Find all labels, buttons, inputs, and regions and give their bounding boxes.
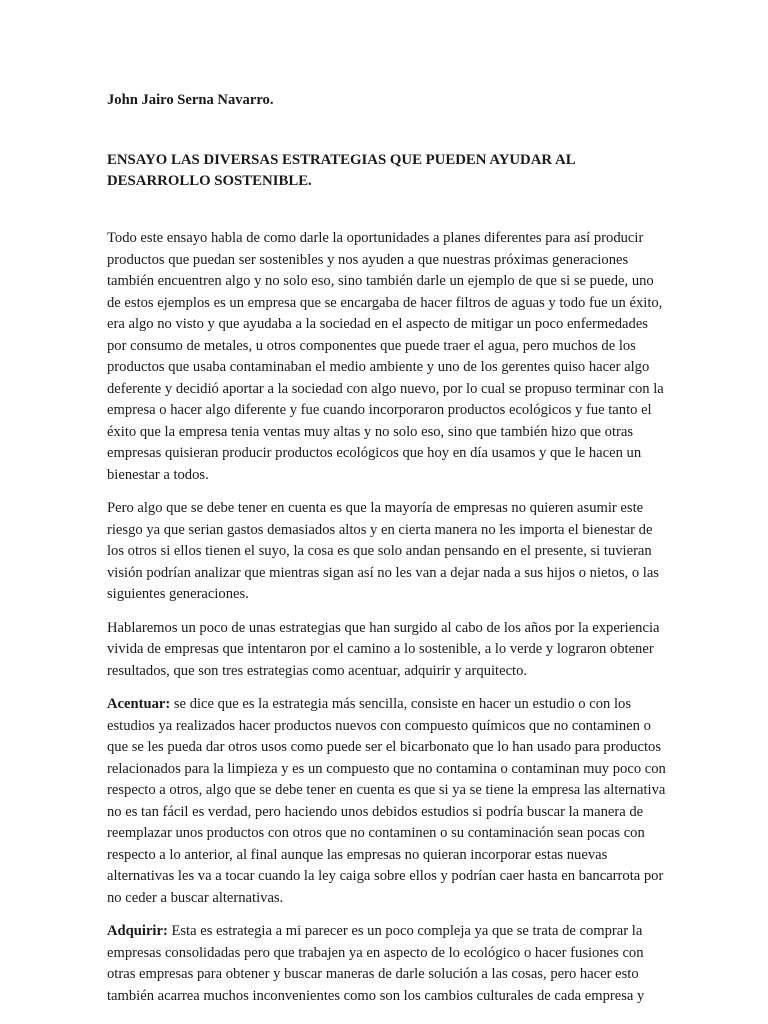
document-title: ENSAYO LAS DIVERSAS ESTRATEGIAS QUE PUEDEN AYUDAR AL DESARROLLO SOSTENIBLE. — [107, 152, 575, 189]
paragraph-text: Todo este ensayo habla de como darle la oportunidades a planes diferentes para así producir productos que puedan ser sostenibles y nos ayuden a que nuestras próximas generaciones también encuentren algo y no solo eso, sino también darle un ejemplo de que si se puede, uno de estos ejemplos es un empresa que se encargaba de hacer filtros de aguas y todo fue un éxito, era algo no visto y que ayudaba a la sociedad en el aspecto de mitigar un poco enfermedades por consumo de metales, u otros componentes que puede traer el agua, pero muchos de los productos que usaba contaminaban el medio ambiente y uno de los gerentes quiso hacer algo deferente y decidió aportar a la sociedad con algo nuevo, por lo cual se propuso terminar con la empresa o hacer algo diferente y fue cuando incorporaron productos ecológicos y fue tanto el éxito que la empresa tenia ventas muy altas y no solo eso, sino que también hizo que otras empresas quisieran producir productos ecológicos que hoy en día usamos y que le hacen un bienestar a todos. — [107, 230, 664, 483]
paragraph-acentuar — [107, 694, 668, 909]
term-adquirir: Adquirir: — [107, 923, 168, 939]
paragraph-text: Hablaremos un poco de unas estrategias que han surgido al cabo de los años por la experiencia vivida de empresas que intentaron por el camino a lo sostenible, a lo verde y lograron obtener resultados, que son tres estrategias como acentuar, adquirir y arquitecto. — [107, 619, 660, 679]
paragraph-intro — [107, 228, 668, 486]
paragraph-text: se dice que es la estrategia más sencilla, consiste en hacer un estudio o con los estudios ya realizados hacer productos nuevos con compuesto químicos que no contaminen o que se les pueda dar otros usos como puede ser el bicarbonato que lo han usado para productos relacionados para la limpieza y es un compuesto que no contamina o contaminan muy poco con respecto a otros, algo que se debe tener en cuenta es que si ya se tiene la empresa las alternativa no es tan fácil es verdad, pero haciendo unos debidos estudios si podría buscar la manera de reemplazar unos productos con otros que no contaminen o su contaminación sean pocas con respecto a lo anterior, al final aunque las empresas no quieran incorporar estas nuevas alternativas les va a tocar cuando la ley caiga sobre ellos y podrían caer hasta en bancarrota por no ceder a buscar alternativas. — [107, 696, 666, 906]
paragraph-adquirir — [107, 921, 668, 1007]
document-body — [107, 228, 668, 1019]
document-content — [107, 90, 668, 1004]
paragraph-text: Esta es estrategia a mi parecer es un poco compleja ya que se trata de comprar la empresas consolidadas pero que trabajen ya en aspecto de lo ecológico o hacer fusiones con otras empresas para obtener y buscar maneras de darle solución a las cosas, pero hacer esto también acarrea muchos inconvenientes como son los cambios culturales de cada empresa y — [107, 923, 645, 1004]
author-name: John Jairo Serna Navarro. — [107, 92, 274, 108]
paragraph-risk — [107, 498, 668, 606]
paragraph-strategies — [107, 618, 668, 683]
paragraph-text: Pero algo que se debe tener en cuenta es que la mayoría de empresas no quieren asumir este riesgo ya que serian gastos demasiados altos y en cierta manera no les importa el bienestar de los otros si ellos tienen el suyo, la cosa es que solo andan pensando en el presente, si tuvieran visión podrían analizar que mientras sigan así no les van a dejar nada a sus hijos o nietos, o las siguientes generaciones. — [107, 500, 659, 602]
term-acentuar: Acentuar: — [107, 696, 171, 712]
